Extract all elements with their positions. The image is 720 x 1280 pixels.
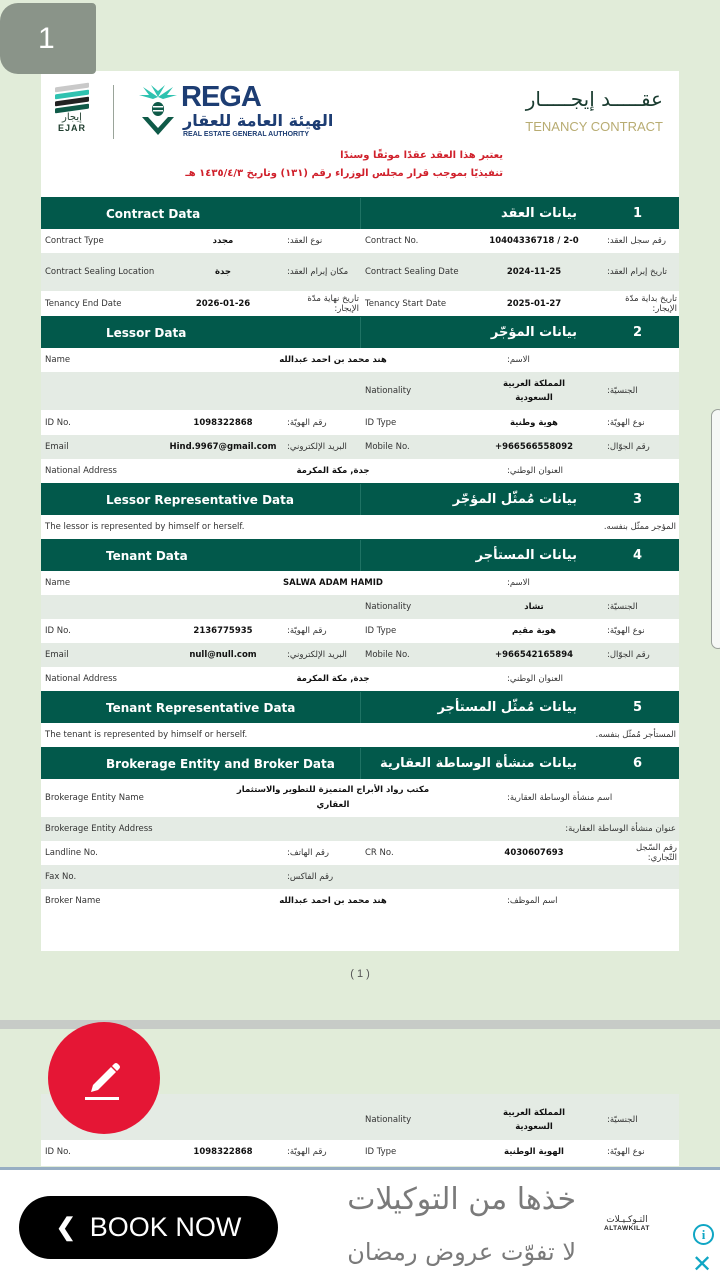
field-value: null@null.com <box>189 650 257 660</box>
field-value: هوية مقيم <box>511 626 557 636</box>
contract-page <box>41 71 679 951</box>
field-label-ar: رقم الجوّال: <box>607 650 650 660</box>
field-value: مكتب رواد الأبراج المتميزة للتطوير والاستثمار العقاري <box>236 785 430 810</box>
table-row <box>41 571 679 595</box>
field-label-en: National Address <box>45 674 117 684</box>
section-number: 4 <box>633 548 643 563</box>
table-row <box>41 779 679 817</box>
rega-logo-name: REGA <box>181 81 261 113</box>
table-row <box>41 372 679 410</box>
representation-note-en: The tenant is represented by himself or herself. <box>45 730 248 740</box>
pencil-icon <box>81 1055 127 1101</box>
field-value: جدة, مكة المكرمة <box>296 466 370 476</box>
section-number: 5 <box>633 700 643 715</box>
field-label-en: Contract Sealing Location <box>45 266 155 277</box>
table-row <box>41 229 679 253</box>
chevron-left-icon: ❮ <box>55 1214 76 1241</box>
section-title-en: Tenant Representative Data <box>41 692 361 723</box>
section-header-tenant-rep <box>41 691 679 723</box>
field-label-en: Contract Type <box>45 236 104 246</box>
representation-note-en: The lessor is represented by himself or herself. <box>45 522 245 532</box>
table-row <box>41 515 679 539</box>
field-label-ar: رقم الهاتف: <box>287 848 330 858</box>
ad-headline: خذها من التوكيلات <box>347 1182 576 1217</box>
legal-notice-line1: يعتبر هذا العقد عقدًا موثقًا وسندًا <box>340 150 503 161</box>
field-label-ar: رقم السّجل التّجاري: <box>636 843 677 863</box>
altawkilat-logo-en: ALTAWKILAT <box>604 1225 650 1232</box>
page-indicator-badge <box>0 3 96 74</box>
field-label-en: ID No. <box>45 417 71 428</box>
table-row <box>41 595 679 619</box>
document-title-ar: عقـــــد إيجـــــار <box>525 87 663 111</box>
field-label-ar: اسم منشأة الوساطة العقارية: <box>507 793 613 803</box>
field-label-ar: نوع الهويّة: <box>607 626 645 636</box>
field-label-en: Mobile No. <box>365 650 410 660</box>
legal-notice-line2: تنفيذيًا بموجب قرار مجلس الوزراء رقم (١٣١) وتاريخ ١٤٣٥/٤/٣ هـ <box>185 168 503 179</box>
ejar-logo <box>55 85 89 133</box>
field-value: الهوية الوطنية <box>504 1147 564 1157</box>
ad-banner[interactable] <box>0 1167 720 1280</box>
book-now-button[interactable] <box>19 1196 278 1259</box>
section-title-en: Lessor Data <box>41 317 361 348</box>
field-label-en: ID No. <box>45 1147 71 1157</box>
field-label-en: Contract Sealing Date <box>365 267 459 277</box>
section-header-tenant <box>41 539 679 571</box>
section-number: 3 <box>633 492 643 507</box>
field-value: 2025-01-27 <box>506 298 562 309</box>
field-label-ar: نوع الهويّة: <box>607 1147 645 1157</box>
logo-divider <box>113 85 114 139</box>
edit-button[interactable] <box>48 1022 160 1134</box>
field-label-ar: رقم سجل العقد: <box>607 236 666 246</box>
palm-tree-icon <box>139 83 177 137</box>
field-value: تشاد <box>524 602 544 612</box>
ejar-logo-ar: إيجار <box>62 112 82 123</box>
field-value: 2024-11-25 <box>506 267 562 277</box>
representation-note-ar: المستأجر مُمثّل بنفسه. <box>595 730 676 740</box>
section-title-ar: بيانات المستأجر <box>475 548 577 563</box>
table-row <box>41 643 679 667</box>
table-row <box>41 348 679 372</box>
field-label-en: Mobile No. <box>365 442 410 452</box>
field-label-ar: رقم الجوّال: <box>607 442 650 452</box>
table-row <box>41 435 679 459</box>
ad-close-icon[interactable]: ✕ <box>692 1251 713 1278</box>
section-title-ar: بيانات مُمثّل المستأجر <box>437 700 577 715</box>
field-label-en: Brokerage Entity Name <box>45 793 144 803</box>
field-label-ar: الجنسيّة: <box>607 386 638 396</box>
field-value: هند محمد بن احمد عبدالله <box>279 355 387 365</box>
table-row <box>41 723 679 747</box>
section-number: 1 <box>633 206 643 221</box>
field-label-en: Nationality <box>365 1115 412 1125</box>
table-row <box>41 459 679 483</box>
field-value: 10404336718 / 2-0 <box>489 236 579 246</box>
field-label-en: ID Type <box>365 1147 397 1157</box>
field-label-ar: رقم الهويّة: <box>287 417 327 428</box>
field-value: هند محمد بن احمد عبدالله <box>279 896 387 906</box>
table-row <box>41 1140 679 1164</box>
section-title-ar: بيانات العقد <box>501 206 577 221</box>
section-title-ar: بيانات المؤجّر <box>490 325 577 340</box>
field-label-en: Landline No. <box>45 848 98 858</box>
section-title-en: Brokerage Entity and Broker Data <box>41 748 361 779</box>
field-value: مجدد <box>212 236 234 246</box>
section-number: 2 <box>633 325 643 340</box>
field-label-en: National Address <box>45 466 117 476</box>
field-label-en: Tenancy End Date <box>45 298 122 309</box>
field-label-ar: نوع الهويّة: <box>607 417 645 428</box>
field-label-ar: الجنسيّة: <box>607 602 638 612</box>
field-label-ar: تاريخ بداية مدّة الإيجار: <box>625 293 677 314</box>
field-label-en: ID Type <box>365 626 397 636</box>
field-label-en: Broker Name <box>45 896 101 906</box>
section-header-contract <box>41 197 679 229</box>
field-value: 2136775935 <box>193 626 253 636</box>
table-row <box>41 865 679 889</box>
table-row <box>41 817 679 841</box>
field-label-en: Nationality <box>365 386 412 396</box>
section-title-ar: بيانات مُمثّل المؤجّر <box>452 492 577 507</box>
field-value: هوية وطنية <box>510 417 558 428</box>
table-row <box>41 410 679 435</box>
field-label-en: ID No. <box>45 626 71 636</box>
table-row <box>41 667 679 691</box>
field-value: Hind.9967@gmail.com <box>169 442 277 452</box>
section-number: 6 <box>633 756 643 771</box>
field-label-ar: الجنسيّة: <box>607 1115 638 1125</box>
field-label-ar: رقم الهويّة: <box>287 626 327 636</box>
field-label-en: Tenancy Start Date <box>365 298 447 309</box>
field-label-ar: الاسم: <box>507 578 530 588</box>
section-title-ar: بيانات منشأة الوساطة العقارية <box>379 756 577 771</box>
field-label-en: CR No. <box>365 848 394 858</box>
altawkilat-logo <box>604 1215 650 1232</box>
ad-info-icon[interactable]: i <box>693 1224 714 1245</box>
field-label-en: Email <box>45 442 69 452</box>
field-value: 1098322868 <box>193 1147 253 1157</box>
rega-logo-en: REAL ESTATE GENERAL AUTHORITY <box>183 131 310 138</box>
rega-logo <box>139 83 339 143</box>
rega-logo-ar: الهيئة العامة للعقار <box>183 111 334 130</box>
section-title-en: Contract Data <box>41 198 361 229</box>
section-header-lessor <box>41 316 679 348</box>
table-row <box>41 253 679 291</box>
field-value: جدة, مكة المكرمة <box>296 674 370 684</box>
field-label-en: Brokerage Entity Address <box>45 824 153 834</box>
field-label-ar: مكان إبرام العقد: <box>287 267 349 277</box>
ejar-logo-en: EJAR <box>57 123 86 133</box>
field-label-en: Name <box>45 578 71 588</box>
field-label-ar: نوع العقد: <box>287 236 323 246</box>
page-number: ( 1 ) <box>350 968 370 980</box>
field-label-ar: رقم الفاكس: <box>287 872 334 882</box>
field-label-en: ID Type <box>365 417 397 428</box>
document-title-en: TENANCY CONTRACT <box>525 119 663 134</box>
field-label-ar: البريد الإلكتروني: <box>287 442 347 452</box>
field-value: المملكة العربية السعودية <box>502 1108 566 1132</box>
field-value: 4030607693 <box>504 848 564 858</box>
field-label-ar: تاريخ نهاية مدّة الإيجار: <box>307 293 359 314</box>
field-value: SALWA ADAM HAMID <box>283 578 383 588</box>
field-label-en: Name <box>45 355 71 365</box>
field-label-en: Contract No. <box>365 236 419 246</box>
field-label-en: Email <box>45 650 69 660</box>
section-title-en: Lessor Representative Data <box>41 484 361 515</box>
document-header <box>41 71 679 197</box>
field-label-ar: عنوان منشأة الوساطة العقارية: <box>565 824 676 834</box>
altawkilat-logo-ar: التـوكـيـلات <box>606 1215 648 1225</box>
page-indicator-number: 1 <box>38 21 55 55</box>
section-header-brokerage <box>41 747 679 779</box>
table-row <box>41 291 679 316</box>
legal-notice <box>185 147 503 183</box>
field-label-ar: رقم الهويّة: <box>287 1147 327 1157</box>
table-row <box>41 841 679 865</box>
field-label-ar: اسم الموظف: <box>507 896 558 906</box>
field-value: +966542165894 <box>494 650 574 660</box>
field-label-ar: البريد الإلكتروني: <box>287 650 347 660</box>
field-value: جدة <box>214 267 232 277</box>
table-row <box>41 619 679 643</box>
ad-subline: لا تفوّت عروض رمضان <box>347 1238 576 1266</box>
field-label-en: Nationality <box>365 602 412 612</box>
field-label-ar: العنوان الوطني: <box>507 674 563 684</box>
section-title-en: Tenant Data <box>41 540 361 571</box>
book-now-label: BOOK NOW <box>89 1212 242 1242</box>
field-label-ar: تاريخ إبرام العقد: <box>607 267 668 277</box>
field-label-ar: العنوان الوطني: <box>507 466 563 476</box>
field-value: 2026-01-26 <box>195 298 251 309</box>
representation-note-ar: المؤجر ممثّل بنفسه. <box>603 522 676 532</box>
field-label-en: Fax No. <box>45 872 77 882</box>
scrollbar-handle[interactable] <box>711 409 720 649</box>
table-row <box>41 889 679 913</box>
field-label-ar: الاسم: <box>507 355 530 365</box>
field-value: 1098322868 <box>193 417 253 428</box>
section-header-lessor-rep <box>41 483 679 515</box>
field-value: +966566558092 <box>494 442 574 452</box>
field-value: المملكة العربية السعودية <box>502 379 566 403</box>
ejar-logo-icon <box>55 85 89 111</box>
